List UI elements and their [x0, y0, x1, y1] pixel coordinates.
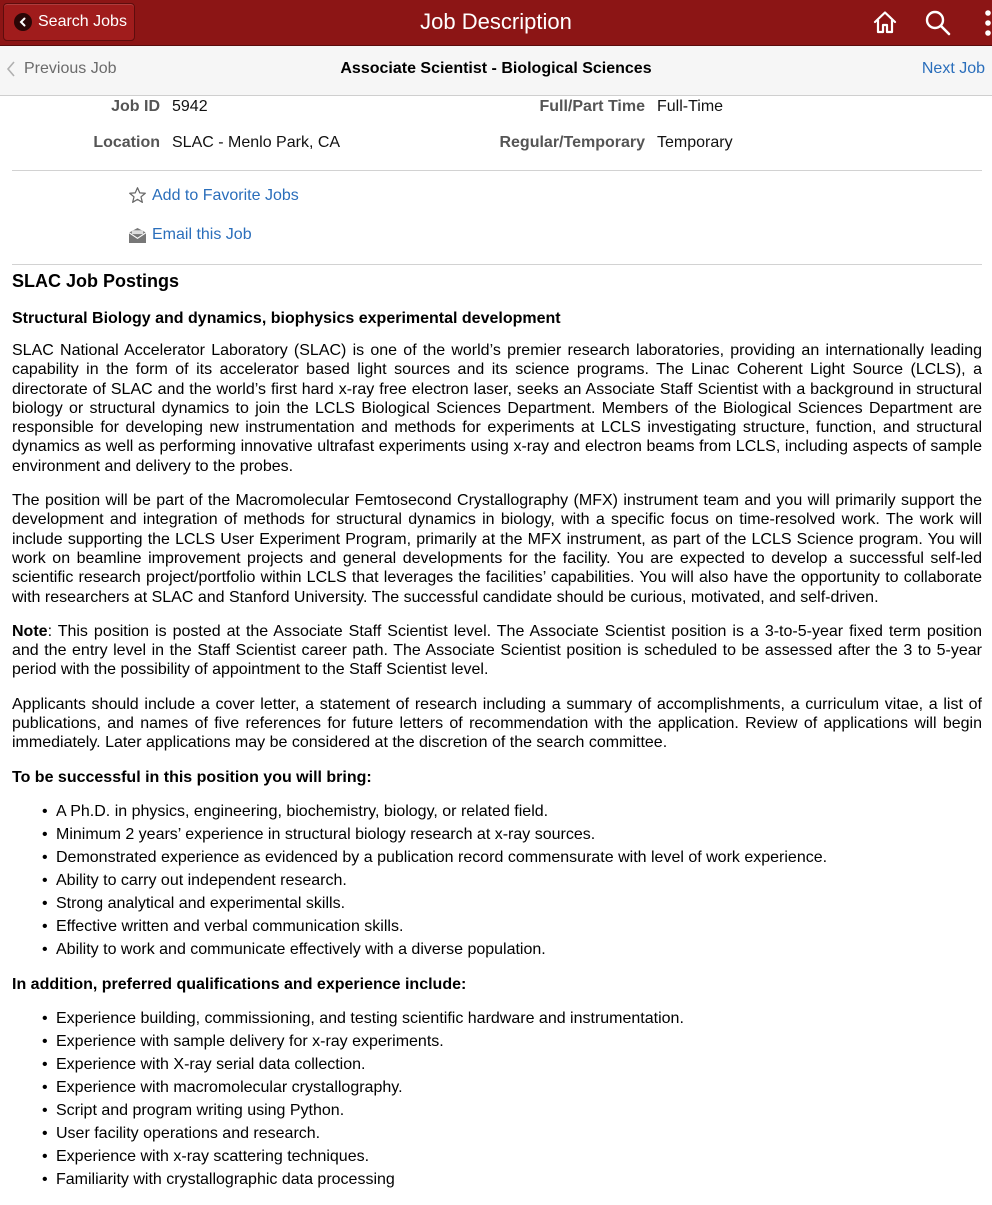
back-button-label: Search Jobs [38, 13, 127, 30]
note-paragraph [12, 622, 982, 680]
list-item: • A Ph.D. in physics, engineering, biochemistry, biology, or related field. [42, 800, 982, 823]
list-item: • Experience with X-ray serial data collection. [42, 1053, 982, 1076]
top-bar [0, 0, 992, 46]
location-value: SLAC - Menlo Park, CA [172, 134, 341, 151]
note-label: Note [12, 622, 48, 640]
add-to-favorite-jobs-link[interactable] [128, 186, 299, 205]
full-part-time-label: Full/Part Time [539, 98, 645, 115]
job-id-label: Job ID [111, 98, 160, 115]
divider [12, 264, 982, 265]
full-part-time-value: Full-Time [657, 98, 724, 115]
job-id-value: 5942 [172, 98, 208, 115]
list-item: • Demonstrated experience as evidenced by a publication record commensurate with level of work experience. [42, 846, 982, 869]
requirements-list [12, 800, 982, 961]
search-icon[interactable] [924, 9, 952, 42]
star-icon [128, 186, 147, 205]
regular-temporary-value: Temporary [657, 134, 733, 151]
envelope-icon [128, 227, 147, 244]
location-label: Location [93, 134, 160, 151]
preferred-heading: In addition, preferred qualifications and experience include: [12, 975, 467, 993]
application-paragraph: Applicants should include a cover letter, a statement of research including a summary of accomplishments, a curriculum vitae, a list of publications, and names of five references for future letters of recommendation with the application. Review of applications will begin immediately. Later applications may be considered at the discretion of the search committee. [12, 695, 982, 752]
list-item: • Script and program writing using Python. [42, 1099, 982, 1122]
job-title: Associate Scientist - Biological Sciences [340, 60, 652, 77]
next-job-link[interactable]: Next Job [921, 60, 985, 77]
job-navigation-bar [0, 46, 992, 96]
list-item: • Ability to carry out independent research. [42, 869, 982, 892]
page-title: Job Description [420, 9, 572, 34]
list-item: • Experience with x-ray scattering techniques. [42, 1145, 982, 1168]
list-item: • Familiarity with crystallographic data processing [42, 1168, 982, 1191]
list-item: • Experience with sample delivery for x-ray experiments. [42, 1030, 982, 1053]
previous-job-label: Previous Job [24, 60, 117, 77]
list-item: • User facility operations and research. [42, 1122, 982, 1145]
add-to-favorite-jobs-label: Add to Favorite Jobs [152, 186, 299, 204]
postings-heading: SLAC Job Postings [12, 271, 180, 291]
list-item: • Experience building, commissioning, and testing scientific hardware and instrumentation. [42, 1007, 982, 1030]
note-text: : This position is posted at the Associate Staff Scientist level. The Associate Scientist position is a 3-to-5-year fixed term position and the entry level in the Staff Scientist career path. The Associate Scientist position is scheduled to be assessed after the 3 to 5-year period with the possibility of appointment to the Staff Scientist level. [12, 622, 982, 679]
job-posting-body [12, 270, 982, 1205]
list-item: • Experience with macromolecular crystallography. [42, 1076, 982, 1099]
email-this-job-link[interactable] [128, 226, 252, 244]
more-vertical-icon[interactable] [980, 8, 992, 43]
list-item: • Ability to work and communicate effectively with a diverse population. [42, 938, 982, 961]
requirements-heading: To be successful in this position you will bring: [12, 768, 372, 786]
email-this-job-label: Email this Job [152, 226, 252, 243]
posting-subheading: Structural Biology and dynamics, biophysics experimental development [12, 310, 561, 327]
divider [12, 170, 982, 171]
intro-paragraph: SLAC National Accelerator Laboratory (SLAC) is one of the world’s premier research laboratories, providing an internationally leading capability in the form of its accelerator based light sources and its science programs. The Linac Coherent Light Source (LCLS), a directorate of SLAC and the world’s first hard x-ray free electron laser, seeks an Associate Staff Scientist with a background in structural biology or structural dynamics to join the LCLS Biological Sciences Department. Members of the Biological Sciences Department are responsible for developing new instrumentation and methods for experiments at LCLS investigating structure, function, and structural dynamics as well as performing innovative ultrafast experiments using x-ray and electron beams from LCLS, including aspects of sample environment and delivery to the probes. [12, 342, 982, 475]
preferred-list [12, 1007, 982, 1191]
position-paragraph: The position will be part of the Macromolecular Femtosecond Crystallography (MFX) instrument team and you will primarily support the development and integration of methods for structural dynamics in biology, with a specific focus on time-resolved work. The work will include supporting the LCLS User Experiment Program, primarily at the MFX instrument, as part of the LCLS Science program. You will work on beamline improvement projects and general developments for the facility. You are expected to develop a successful self-led scientific research project/portfolio within LCLS that leverages the facilities’ capabilities. You will also have the opportunity to collaborate with researchers at SLAC and Stanford University. The successful candidate should be curious, motivated, and self-driven. [12, 492, 982, 606]
home-icon[interactable] [872, 9, 898, 40]
list-item: • Strong analytical and experimental skills. [42, 892, 982, 915]
regular-temporary-label: Regular/Temporary [499, 134, 645, 151]
list-item: • Minimum 2 years’ experience in structural biology research at x-ray sources. [42, 823, 982, 846]
list-item: • Effective written and verbal communication skills. [42, 915, 982, 938]
